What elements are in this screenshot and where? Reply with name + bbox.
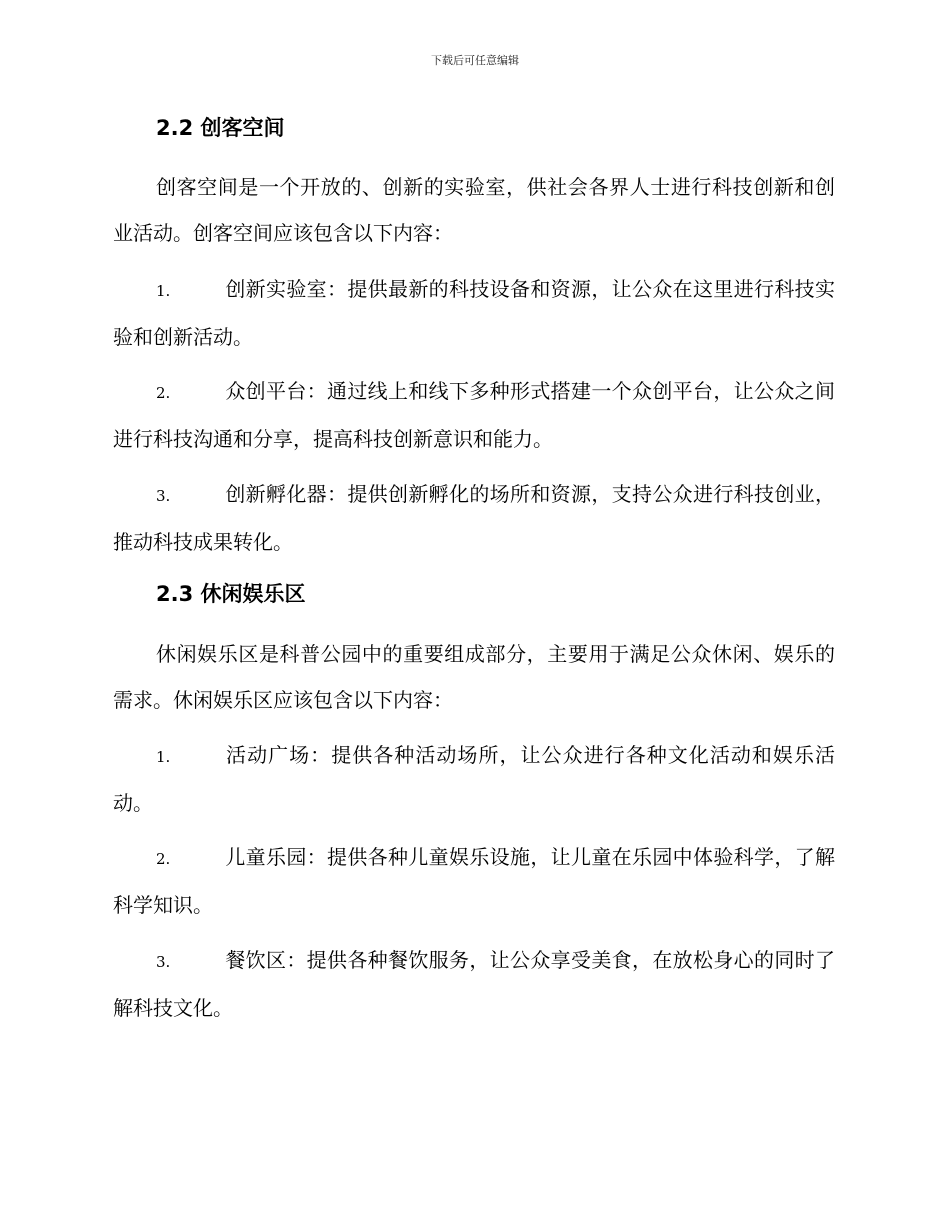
list-item-text: 创新实验室：提供最新的科技设备和资源，让公众在这里进行科技实验和创新活动。 [113,277,835,349]
list-item [113,471,835,565]
section-intro-makerspace: 创客空间是一个开放的、创新的实验室，供社会各界人士进行科技创新和创业活动。创客空间应该包含以下内容： [113,175,835,245]
section-intro-leisure: 休闲娱乐区是科普公园中的重要组成部分，主要用于满足公众休闲、娱乐的需求。休闲娱乐区应该包含以下内容： [113,642,835,712]
list-item-text: 餐饮区：提供各种餐饮服务，让公众享受美食，在放松身心的同时了解科技文化。 [113,948,835,1020]
list-item [113,368,835,462]
list-item [113,732,835,826]
header-note: 下载后可任意编辑 [431,54,519,67]
list-item-text: 儿童乐园：提供各种儿童娱乐设施，让儿童在乐园中体验科学，了解科学知识。 [113,845,835,917]
list-item [113,266,835,360]
list-item-number: 2. [156,384,171,402]
list-item-text: 活动广场：提供各种活动场所，让公众进行各种文化活动和娱乐活动。 [113,743,835,815]
list-item-number: 2. [156,850,171,868]
list-item [113,834,835,928]
section-heading-makerspace: 2.2 创客空间 [156,116,285,140]
list-item-text: 众创平台：通过线上和线下多种形式搭建一个众创平台，让公众之间进行科技沟通和分享，提高科技创新意识和能力。 [113,379,835,451]
list-item-number: 3. [156,953,171,971]
list-item-number: 1. [156,282,171,300]
section-heading-leisure: 2.3 休闲娱乐区 [156,582,306,606]
list-item-text: 创新孵化器：提供创新孵化的场所和资源，支持公众进行科技创业，推动科技成果转化。 [113,482,835,554]
list-item [113,937,835,1031]
list-item-number: 1. [156,748,171,766]
list-item-number: 3. [156,487,171,505]
